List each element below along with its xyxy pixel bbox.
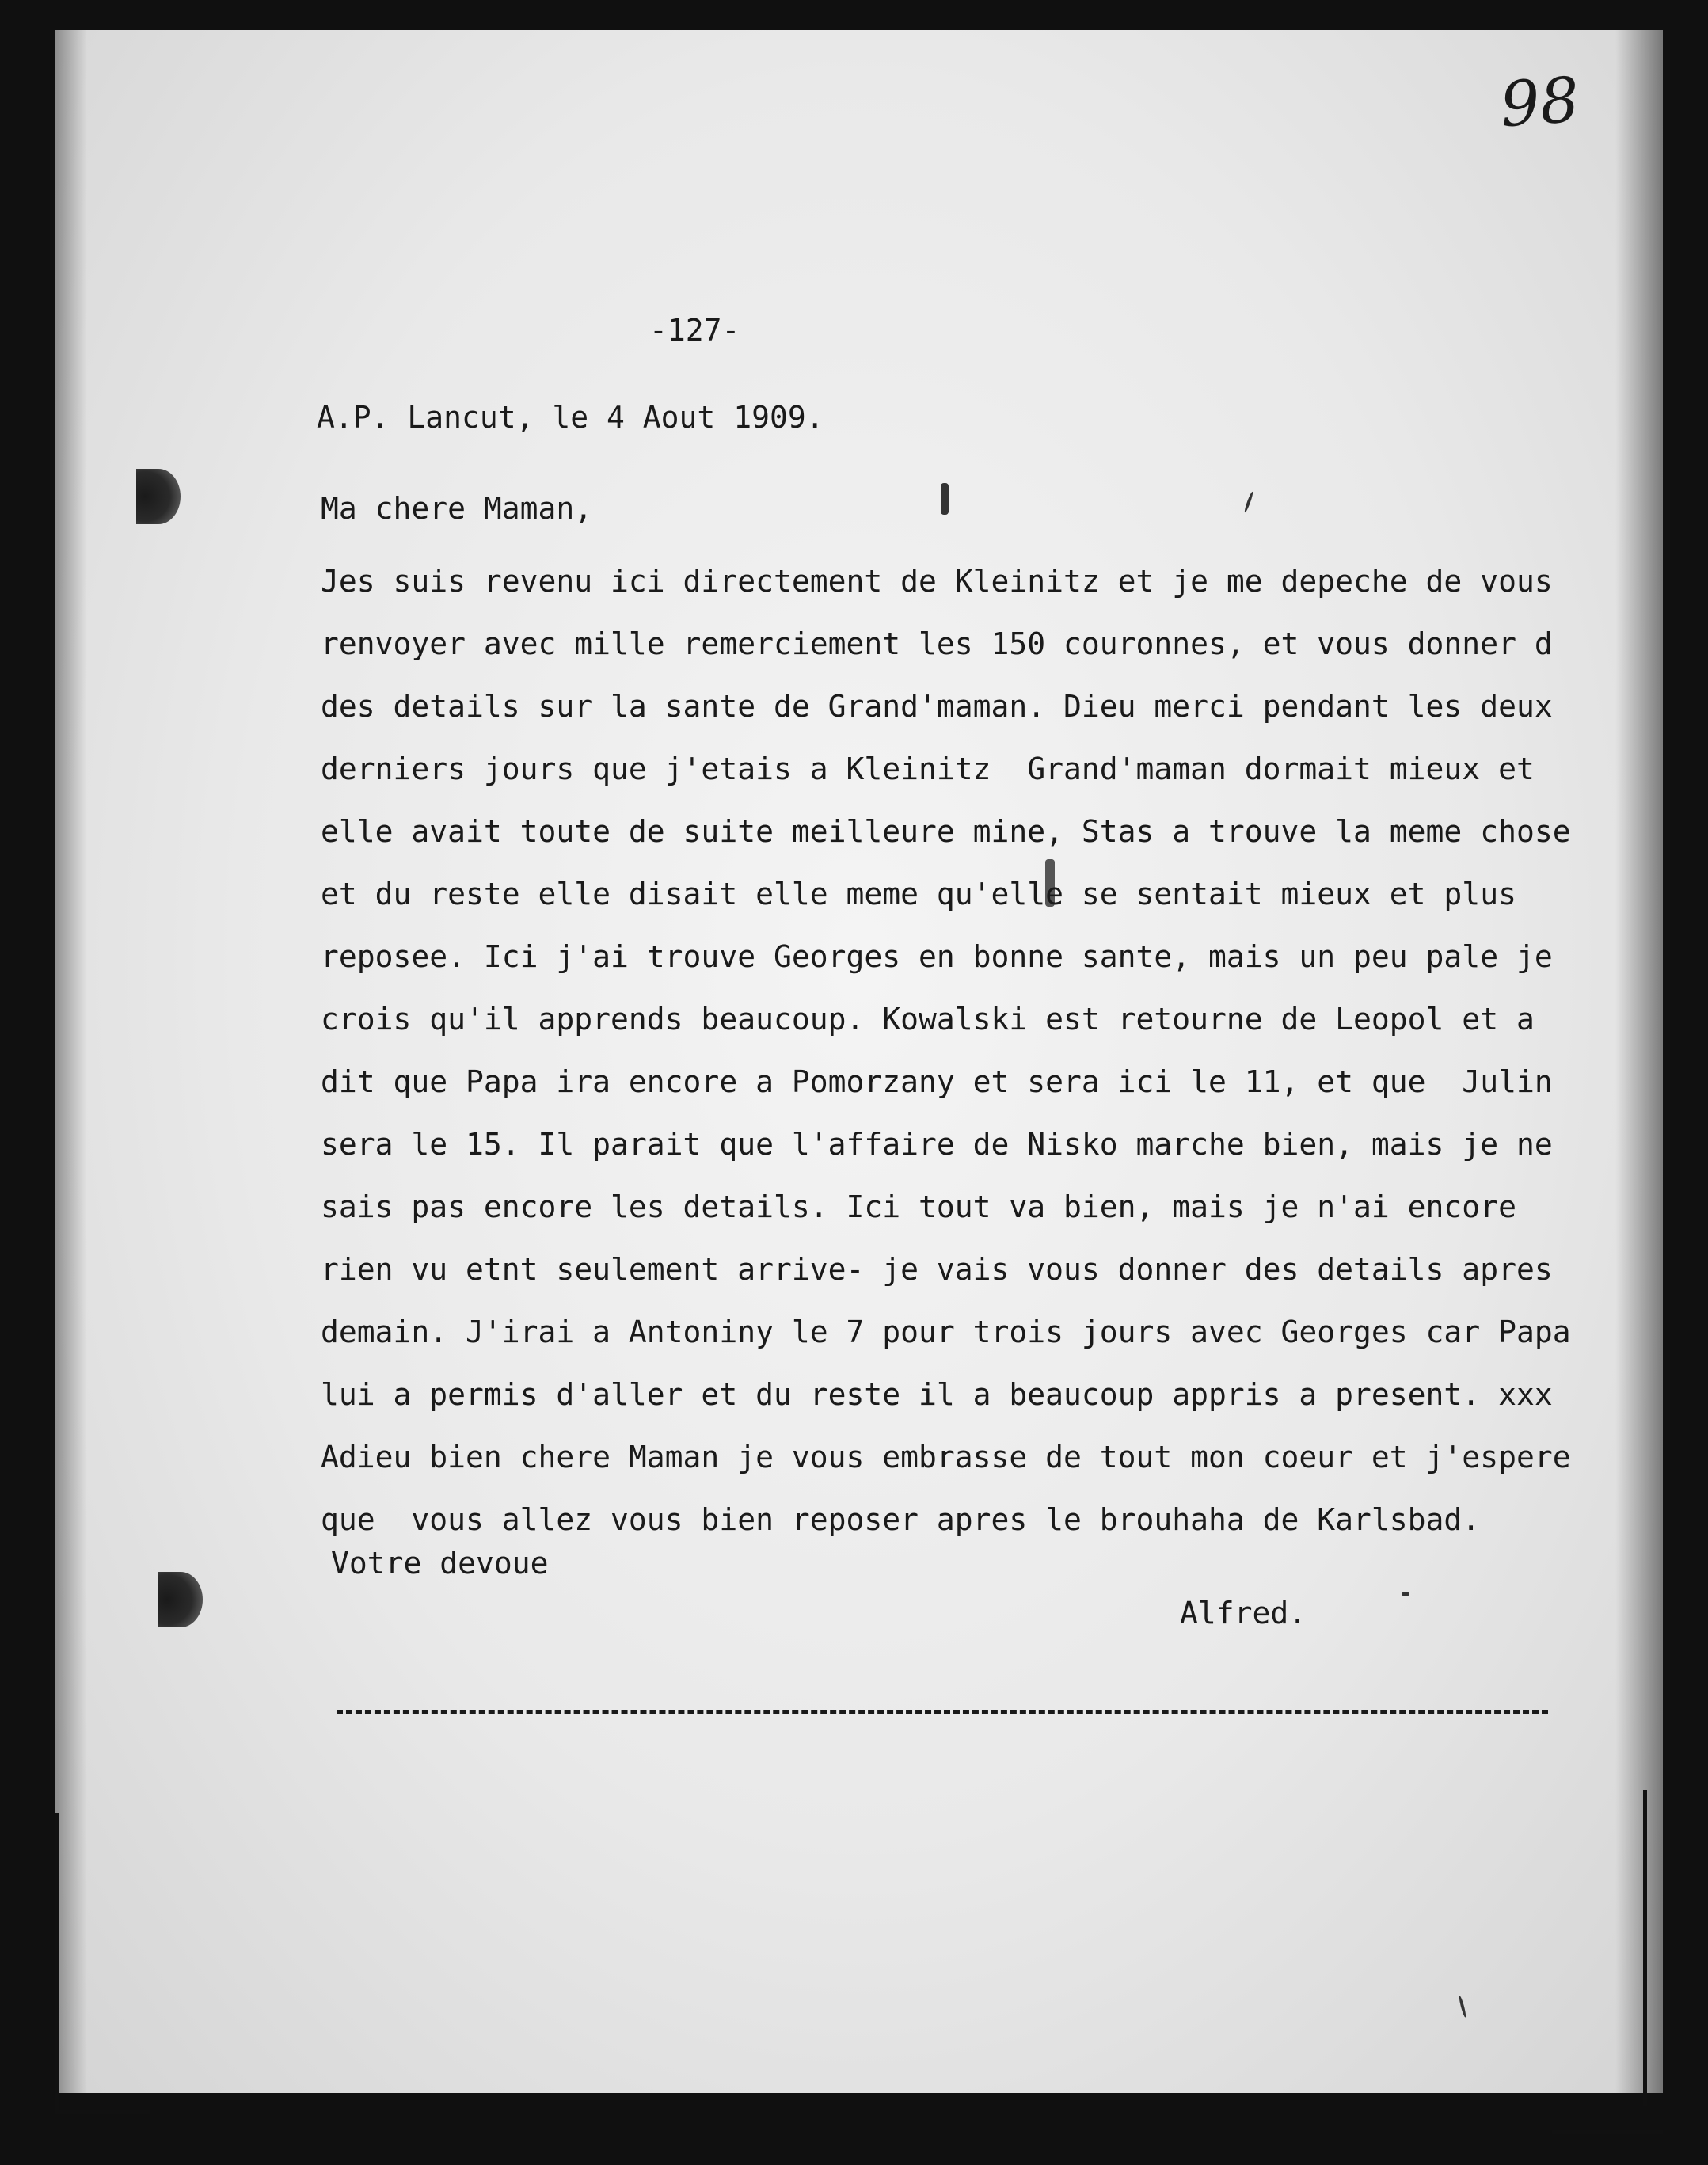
- body-line: demain. J'irai a Antoniny le 7 pour trois jours avec Georges car Papa: [321, 1315, 1571, 1349]
- body-line: Jes suis revenu ici directement de Kleinitz et je me depeche de vous: [321, 564, 1553, 599]
- body-line: rien vu etnt seulement arrive- je vais vous donner des details apres: [321, 1252, 1553, 1287]
- ink-smudge: [1402, 1592, 1409, 1596]
- punch-hole-top: [136, 469, 181, 524]
- page-edge-shadow-left: [55, 30, 87, 2093]
- body-line: lui a permis d'aller et du reste il a beaucoup appris a present. xxx: [321, 1377, 1553, 1412]
- page-number: -127-: [649, 313, 740, 348]
- body-line: sera le 15. Il parait que l'affaire de Nisko marche bien, mais je ne: [321, 1127, 1553, 1162]
- punch-hole-bottom: [158, 1572, 203, 1627]
- dateline: A.P. Lancut, le 4 Aout 1909.: [317, 400, 824, 435]
- body-line: reposee. Ici j'ai trouve Georges en bonne sante, mais un peu pale je: [321, 939, 1553, 974]
- body-line: sais pas encore les details. Ici tout va bien, mais je n'ai encore: [321, 1189, 1516, 1224]
- body-line: crois qu'il apprends beaucoup. Kowalski est retourne de Leopol et a: [321, 1002, 1535, 1037]
- body-line: renvoyer avec mille remerciement les 150 couronnes, et vous donner d: [321, 626, 1553, 661]
- crop-mark-left: [55, 1813, 59, 2114]
- ink-smudge: [941, 483, 949, 515]
- page-edge-shadow-right: [1615, 30, 1663, 2093]
- body-line: des details sur la sante de Grand'maman. Dieu merci pendant les deux: [321, 689, 1553, 724]
- salutation: Ma chere Maman,: [321, 491, 593, 526]
- crop-mark-right: [1643, 1790, 1647, 2106]
- body-line: derniers jours que j'etais a Kleinitz Grand'maman dormait mieux et: [321, 751, 1535, 786]
- dashed-divider: [337, 1710, 1548, 1714]
- signature: Alfred.: [1180, 1596, 1307, 1630]
- folio-number: 98: [1497, 64, 1582, 142]
- letter-body: [321, 550, 1571, 1551]
- body-line: elle avait toute de suite meilleure mine, Stas a trouve la meme chose: [321, 814, 1571, 849]
- crop-mark-bottom-right: [1552, 2130, 1663, 2134]
- body-line: dit que Papa ira encore a Pomorzany et sera ici le 11, et que Julin: [321, 1064, 1553, 1099]
- body-line: Adieu bien chere Maman je vous embrasse de tout mon coeur et j'espere: [321, 1440, 1571, 1474]
- crop-mark-bottom-left: [55, 2110, 150, 2114]
- body-line: et du reste elle disait elle meme qu'elle se sentait mieux et plus: [321, 877, 1516, 911]
- closing: Votre devoue: [331, 1546, 549, 1581]
- body-line: que vous allez vous bien reposer apres le brouhaha de Karlsbad.: [321, 1502, 1481, 1537]
